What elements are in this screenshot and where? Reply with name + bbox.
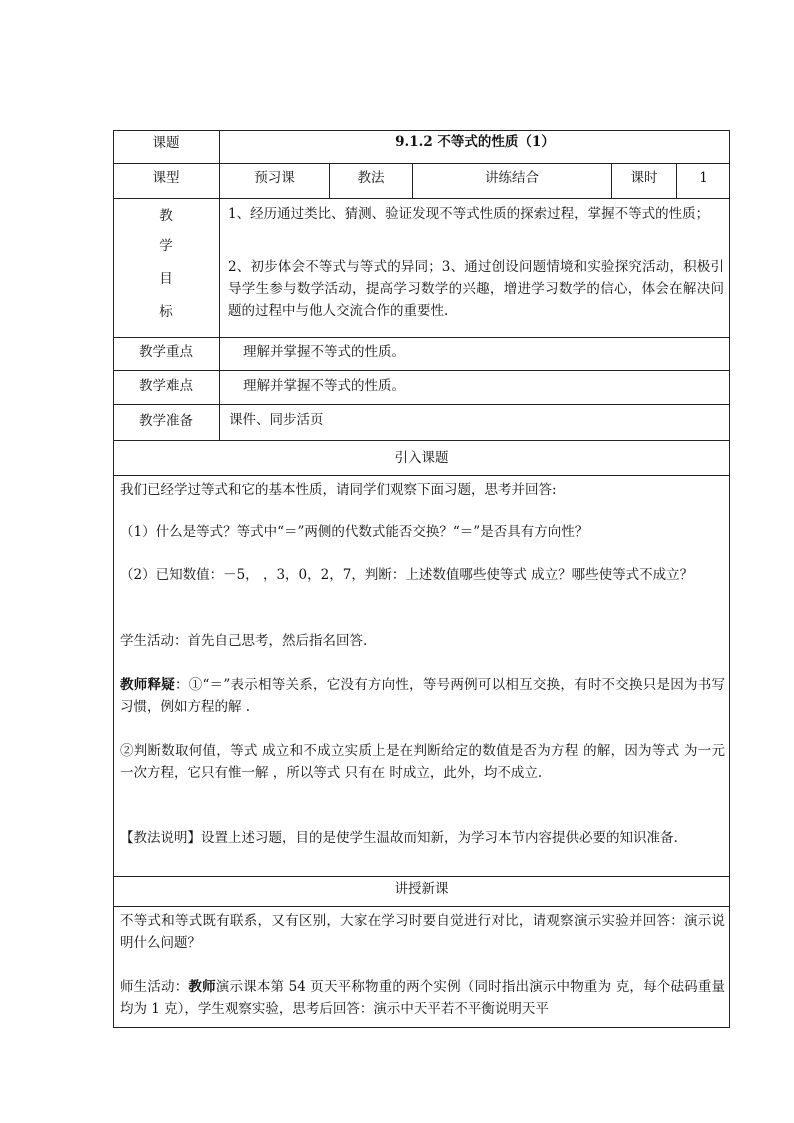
row-divider [113,370,730,371]
intro-paragraph: 我们已经学过等式和它的基本性质，请同学们观察下面习题，思考并回答: [120,482,557,498]
row-divider [113,440,730,441]
objectives-label-char: 目 [159,271,173,287]
section-heading-new-lesson: 讲授新课 [394,881,449,897]
objectives-label-char: 学 [159,238,173,254]
objective-1: 1、经历通过类比、猜测、验证发现不等式性质的探索过程，掌握不等式的性质； [228,206,710,222]
section-heading-intro: 引入课题 [394,450,449,466]
hours-value: 1 [699,170,708,186]
bold-label: 教师 [188,979,216,995]
row-divider [113,198,730,199]
label-difficulty: 教学难点 [139,378,193,394]
objective-2: 2、初步体会不等式与等式的异同；3、通过创设问题情境和实验探究活动，积极引导学生参与数学活动，提高学习数学的兴趣，增进学习数学的信心，体会在解决问题的过程中与他人交流合作的重要性. [228,259,724,319]
intro-paragraph: 学生活动：首先自己思考，然后指名回答. [120,633,368,649]
objectives-label-char: 教 [159,208,173,224]
bold-label: 教师释疑 [120,677,175,693]
row-divider [113,163,730,164]
label-key-points: 教学重点 [139,344,193,360]
paragraph-text: 师生活动： [120,979,189,995]
preparation-value: 课件、同步活页 [229,412,324,428]
paragraph-text: ：①“＝”表示相等关系，它没有方向性，等号两例可以相互交换，有时不交换只是因为书写习惯，例如方程的解 . [120,677,726,715]
objectives-label-char: 标 [159,304,173,320]
label-type: 课型 [152,170,180,186]
difficulty-value: 理解并掌握不等式的性质。 [243,378,405,394]
intro-method-note: 【教法说明】设置上述习题，目的是使学生温故而知新，为学习本节内容提供必要的知识准备. [120,830,678,846]
label-topic: 课题 [152,135,180,151]
label-method: 教法 [357,170,385,186]
intro-paragraph: （1）什么是等式？等式中“＝”两侧的代数式能否交换？“＝”是否具有方向性？ [120,524,589,540]
type-value: 预习课 [254,170,295,186]
row-divider [113,876,730,877]
intro-teacher-explanation [120,674,725,718]
method-value: 讲练结合 [485,170,539,186]
lesson-paragraph: 不等式和等式既有联系，又有区别，大家在学习时要自觉进行对比，请观察演示实验并回答：演示说明什么问题？ [120,913,725,951]
lesson-activity [120,976,725,1020]
row-divider [113,906,730,907]
paragraph-text: 演示课本第 54 页天平称物重的两个实例（同时指出演示中物重为 克，每个砝码重量均为 1 克），学生观察实验，思考后回答：演示中天平若不平衡说明天平 [120,979,726,1017]
key-points-value: 理解并掌握不等式的性质。 [243,344,405,360]
label-preparation: 教学准备 [139,413,193,429]
row-divider [113,337,730,338]
intro-paragraph: （2）已知数值：－5， ，3，0，2，7，判断：上述数值哪些使等式 成立？哪些使等式不成立？ [120,567,694,583]
intro-paragraph: ②判断数取何值，等式 成立和不成立实质上是在判断给定的数值是否为方程 的解，因为等式 为一元一次方程，它只有惟一解 ，所以等式 只有在 时成立，此外，均不成立. [120,743,725,781]
row-divider [113,404,730,405]
row-divider [113,475,730,476]
lesson-title: 9.1.2 不等式的性质（1） [395,134,555,150]
label-hours: 课时 [630,170,658,186]
